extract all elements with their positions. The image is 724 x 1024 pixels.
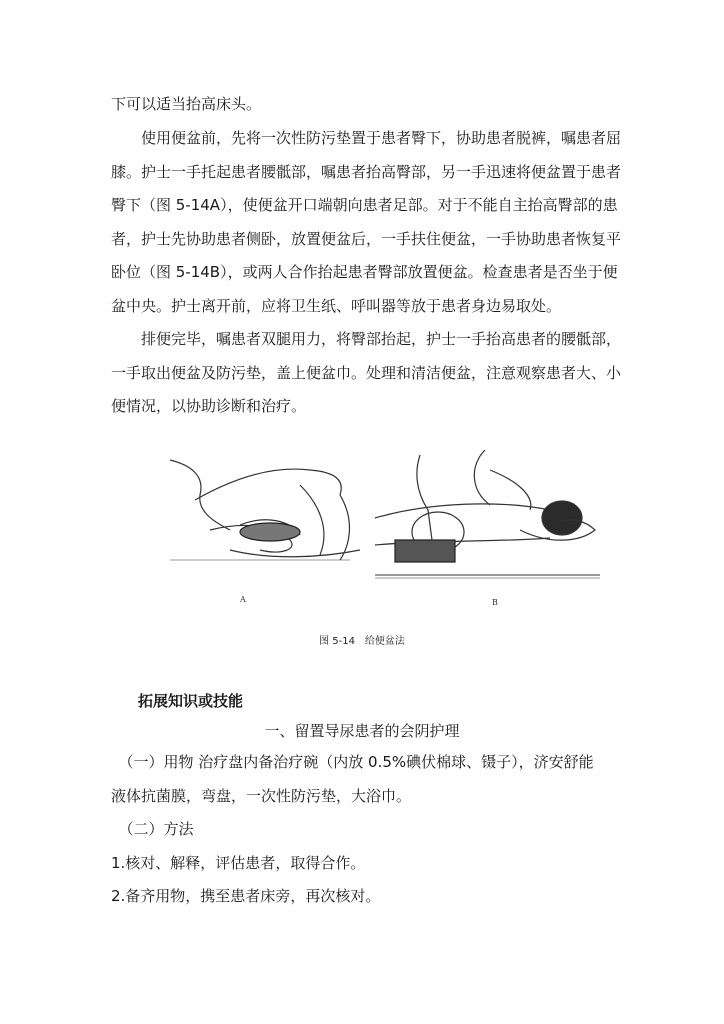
figure-5-14 [170, 450, 610, 625]
text-line: 卧位（图 5-14B），或两人合作抬起患者臀部放置便盆。检查患者是否坐于便 [111, 263, 618, 282]
text-line: 2.备齐用物，携至患者床旁，再次核对。 [111, 887, 381, 906]
text-line: 一手取出便盆及防污垫，盖上便盆巾。处理和清洁便盆，注意观察患者大、小 [111, 363, 622, 382]
text-line: 者，护士先协助患者侧卧，放置便盆后，一手扶住便盆，一手协助患者恢复平 [111, 229, 622, 248]
figure-b-label: B [492, 598, 498, 607]
text-line: 盆中央。护士离开前，应将卫生纸、呼叫器等放于患者身边易取处。 [111, 296, 562, 315]
section-title: 一、留置导尿患者的会阴护理 [264, 722, 460, 740]
text-line: 排便完毕，嘱患者双腿用力，将臀部抬起，护士一手抬高患者的腰骶部， [111, 330, 622, 348]
text-line: 臀下（图 5-14A），使便盆开口端朝向患者足部。对于不能自主抬高臀部的患 [111, 196, 618, 215]
text-line: 液体抗菌膜，弯盘，一次性防污垫，大浴巾。 [111, 786, 412, 805]
section-heading: 拓展知识或技能 [138, 692, 244, 710]
text-line: 膝。护士一手托起患者腰骶部，嘱患者抬高臀部，另一手迅速将便盆置于患者 [111, 162, 622, 181]
text-line: （二）方法 [111, 820, 194, 839]
text-line: （一）用物 治疗盘内备治疗碗（内放 0.5%碘伏棉球、镊子），济安舒能 [111, 753, 594, 771]
figure-illustration [170, 450, 610, 625]
figure-caption: 图 5-14 给便盆法 [319, 636, 405, 647]
text-line: 1.核对、解释，评估患者，取得合作。 [111, 853, 366, 872]
extension-body [111, 746, 611, 914]
text-line: 便情况，以协助诊断和治疗。 [111, 397, 307, 416]
figure-a-label: A [240, 595, 246, 604]
paragraph-2 [111, 122, 622, 324]
text-line: 使用便盆前，先将一次性防污垫置于患者臀下，协助患者脱裤，嘱患者屈 [111, 129, 622, 147]
figure-b-illustration [375, 450, 600, 578]
paragraph-1 [111, 88, 611, 122]
paragraph-3 [111, 323, 622, 424]
text-line: 下可以适当抬高床头。 [111, 95, 262, 113]
figure-a-illustration [170, 460, 360, 560]
